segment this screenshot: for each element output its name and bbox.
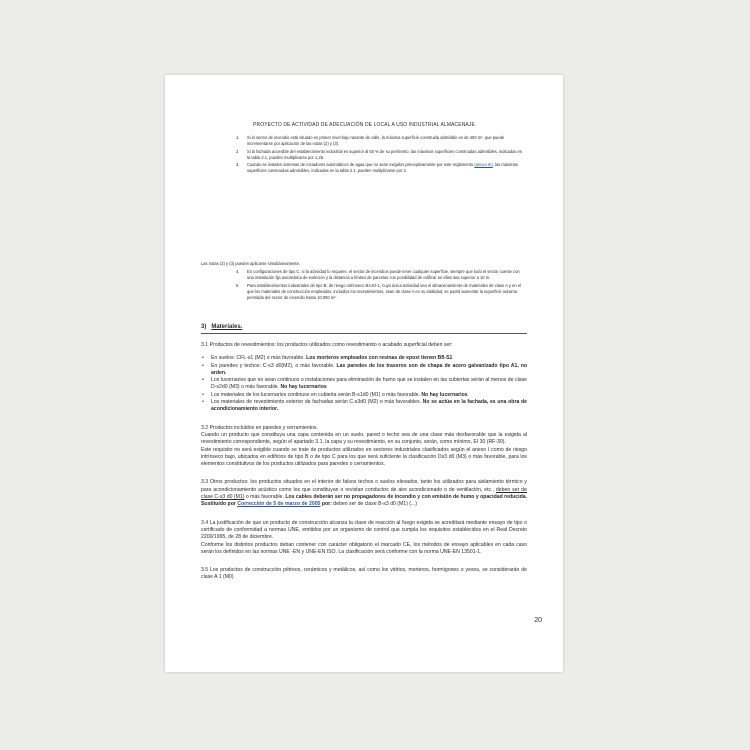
paragraph-3-2-title: 3.2 Productos incluidos en paredes y cerramientos. (201, 424, 318, 431)
paragraph-3-4-b: Conforme los distintos productos deban contener con carácter obligatorio el marcado CE, los métodos de ensayo aplicables en cada caso serán los definidos en las normas UNE -EN y UNE-EN ISO. La clasificación será conforme con la norma UNE-EN 13501-1. (201, 541, 527, 555)
list-item: • En paredes y techos: C-s3 d0(M2), o más favorable. Las paredes de los traseros son de chapa de acero galvanizado tipo A1, no arden. (202, 362, 527, 376)
notes-line: Las notas (2) y (3) pueden aplicarse simultáneamente. (201, 261, 300, 266)
document-page (165, 75, 563, 672)
list-item: 3. Cuando se instalen sistemas de rociadores automáticos de agua que no sean exigidos preceptivamente por este reglamento (anexo III), las máximas superficies construidas admisibles, indicadas en la tabla 2.1, pueden multiplicarse por 2. (236, 162, 518, 174)
annex-link[interactable]: (anexo III) (474, 162, 493, 168)
paragraph-3-2-b: Este requisito no será exigible cuando se trate de productos utilizados en sectores industriales clasificados según el anexo I como de riesgo intrínseco bajo, ubicados en edificios de tipo B o de tipo C para los que será suficiente la clasificación Ds3 d0 (M3) o más favorable, para los elementos constitutivos de los productos utilizados para paredes o cerramientos. (201, 446, 527, 468)
document-header: PROYECTO DE ACTIVIDAD DE ADECUACIÓN DE LOCAL A USO INDUSTRIAL ALMACENAJE (253, 122, 475, 128)
list-item: • En suelos: CFL-s1 (M2) o más favorable. Los morteros empleados con resinas de epoxi tienen Bfl-S1 (202, 355, 453, 362)
correction-link[interactable]: Corrección de 5 de marzo de 2005 (237, 501, 321, 508)
area-notes-list (236, 135, 526, 176)
section-divider (201, 333, 527, 334)
coatings-list (201, 355, 527, 413)
section-body (201, 342, 527, 588)
list-item: 4. En configuraciones de tipo C, si la actividad lo requiere, el sector de incendios puede tener cualquier superficie, siempre que todo el sector cuente con una instalación fija automática de extinción y la distancia a límites de parcelas con posibilidad de edificar en ellas sea superior a 10 m. (236, 269, 520, 281)
list-item: • Los lucernarios que no sean continuos o instalaciones para eliminación de humo que se instalen en las cubiertas serán al menos de clase D-s2d0 (M3) o más favorable. No hay lucernarios (202, 377, 527, 391)
list-item: • Los materiales de revestimiento exterior de fachadas serán C-s3d0 (M2) o más favorables. No se actúa en la fachada, es una obra de acondicionamiento interior. (202, 399, 527, 413)
paragraph-3-5: 3.5 Los productos de construcción pétreos, cerámicos y metálicos, así como los vidrios, morteros, hormigones o yesos, se considerarán de clase A 1 (M0) (201, 567, 527, 581)
paragraph-3-1: 3.1 Productos de revestimientos: los productos utilizados como revestimiento o acabado superficial deben ser: (201, 342, 453, 348)
section-title: 3) Materiales. (201, 324, 243, 330)
paragraph-3-3: 3.3 Otros productos: los productos situados en el interior de falsos techos o suelos elevados, tanto los utilizados para aislamiento térmico y para acondicionamiento acústico como los que constituyan o revistan conductos de aire acondicionado o de ventilación, etc., deben ser de clase C-s3 d0 (M1) o más favorable. Los cables deberán ser no propagadores de incendio y con emisión de humo y opacidad reducida. Sustituido por Corrección de 5 de marzo de 2005 por: deben ser de clase B-s3 d0 (M1) (...) (201, 479, 528, 508)
list-item: • Los materiales de los lucernarios continuos en cubierta serán B-s1d0 (M1) o más favorable. No hay lucernarios (202, 391, 468, 398)
paragraph-3-2: Cuando un producto que constituya una capa contenida en un suelo, pared o techo sea de una clase más desfavorable que la exigida al revestimiento correspondiente, según el apartado 3.1, la capa y su revestimiento, en su conjunto, serán, como mínimo, EI 30 (RF-30). (201, 431, 527, 446)
paragraph-3-4: 3.4 La justificación de que un producto de construcción alcanza la clase de reacción al fuego exigida se acreditará mediante ensayo de tipo o certificado de conformidad a normas UNE, emitidos por un organismo de control que cumpla los requisitos establecidos en el Real Decreto 2200/1995, de 28 de diciembre. (201, 519, 527, 541)
list-item: 1. Si el sector de incendio está situado en primer nivel bajo rasante de calle, la máxima superficie construida admisible es de 400 m², que puede incrementarse por aplicación de las notas (2) y (3). (236, 135, 505, 147)
list-item: 5. Para establecimientos industriales de tipo B, de riesgo intrínseco BAJO-1, cuya única actividad sea el almacenamiento de materiales de clase A y en el que los materiales de construcción empleados, incluidos los revestimientos, sean de clase A en su totalidad, se podrá aumentar la superficie máxima permitida del sector de incendio hasta 10.000 m². (236, 282, 521, 300)
list-item: 2. Si la fachada accesible del establecimiento industrial es superior al 50 % de su perímetro, las máximas superficies construidas admisibles, indicadas en la tabla 2.1, pueden multiplicarse por 1,25. (236, 148, 523, 160)
page-number: 20 (534, 617, 542, 624)
area-notes-list-2 (236, 269, 526, 302)
